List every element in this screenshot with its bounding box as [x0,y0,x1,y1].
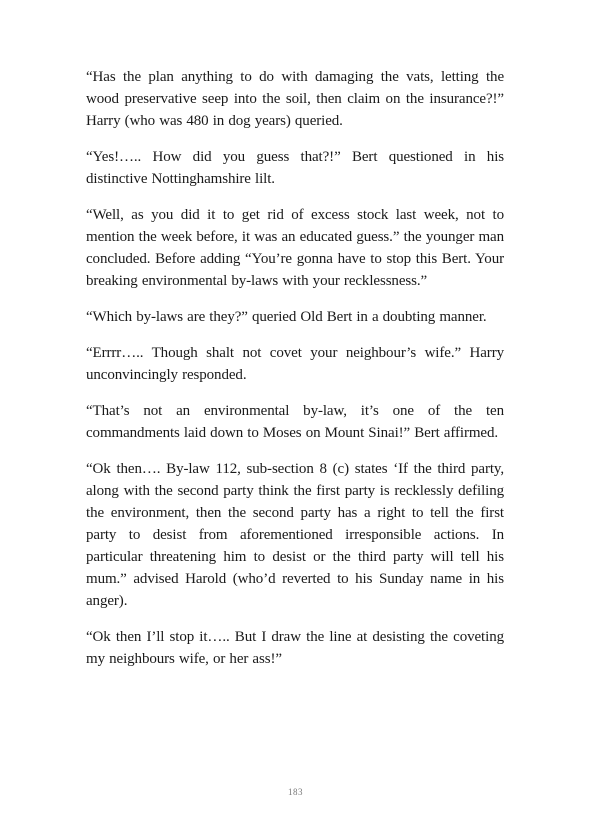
page-number: 183 [288,787,303,797]
paragraph: “Which by-laws are they?” queried Old Bert in a doubting manner. [86,309,487,325]
paragraph: “Ok then…. By-law 112, sub-section 8 (c) states ‘If the third party, along with the second party think the first party is recklessly defiling the environment, then the second party has a right to tell the first party to desist from aforementioned irresponsible actions. In particular threatening him to desist or the third party will tell his mum.” advised Harold (who’d reverted to his Sunday name in his anger). [86,461,504,609]
paragraph: “That’s not an environmental by-law, it’s one of the ten commandments laid down to Moses on Mount Sinai!” Bert affirmed. [86,403,504,441]
paragraph: “Has the plan anything to do with damaging the vats, letting the wood preservative seep into the soil, then claim on the insurance?!” Harry (who was 480 in dog years) queried. [86,69,504,129]
page-body [86,66,504,684]
paragraph: “Ok then I’ll stop it….. But I draw the line at desisting the coveting my neighbours wife, or her ass!” [86,629,504,667]
paragraph: “Errrr….. Though shalt not covet your neighbour’s wife.” Harry unconvincingly responded. [86,345,504,383]
paragraph: “Yes!….. How did you guess that?!” Bert questioned in his distinctive Nottinghamshire lilt. [86,149,504,187]
paragraph: “Well, as you did it to get rid of excess stock last week, not to mention the week before, it was an educated guess.” the younger man concluded. Before adding “You’re gonna have to stop this Bert. Your breaking environmental by-laws with your recklessness.” [86,207,504,289]
